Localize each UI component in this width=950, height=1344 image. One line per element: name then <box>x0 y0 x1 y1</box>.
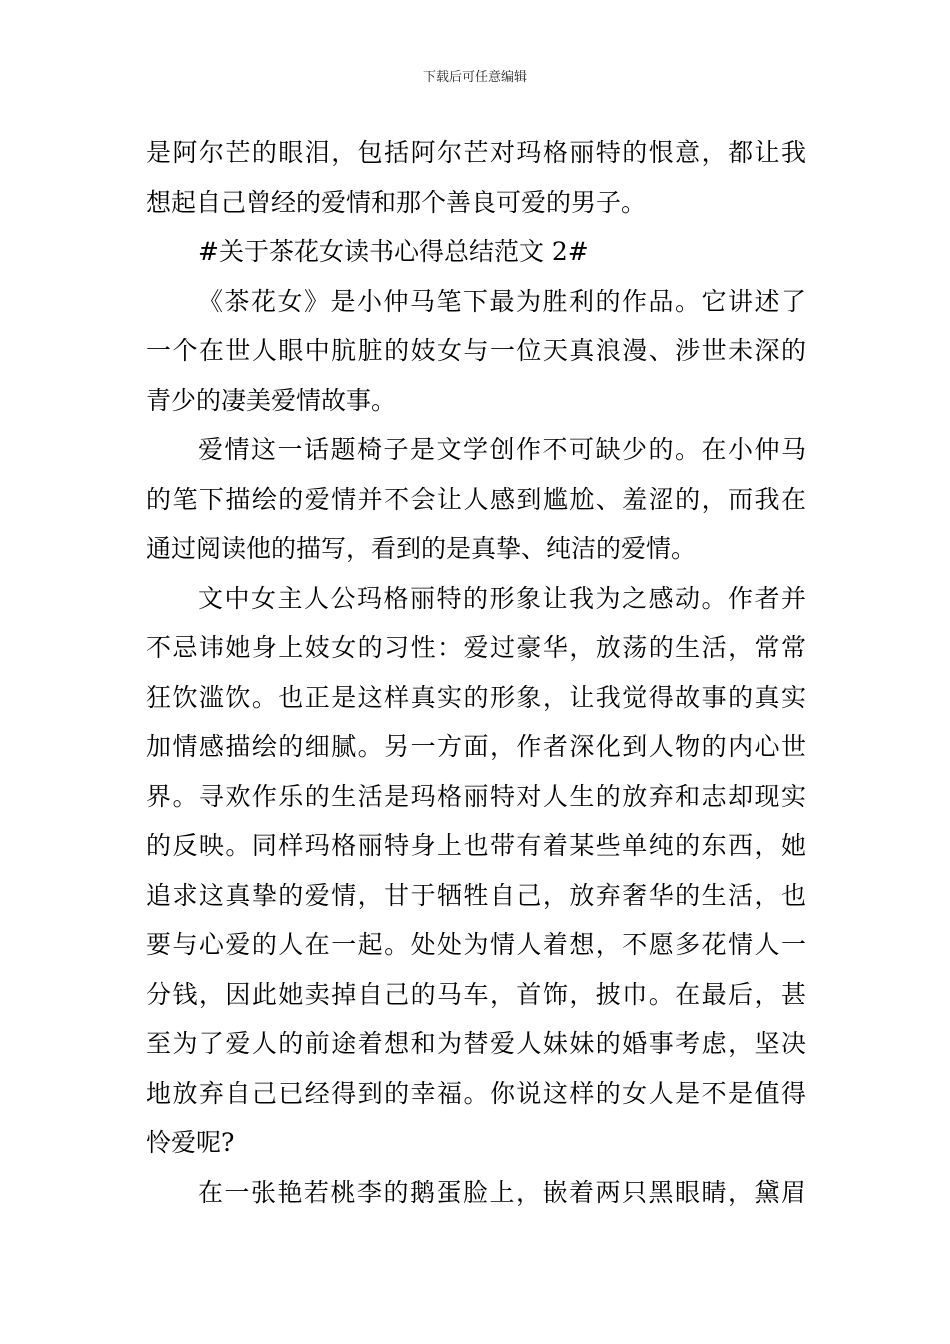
text-line: 《茶花女》是小仲马笔下最为胜利的作品。它讲述了 <box>198 286 806 316</box>
text-line: 怜爱呢? <box>146 1128 235 1157</box>
text-line: 分钱，因此她卖掉自己的马车，首饰，披巾。在最后，甚 <box>146 979 806 1009</box>
text-line: 不忌讳她身上妓女的习性：爱过豪华，放荡的生活，常常 <box>146 633 806 662</box>
document-body <box>146 128 806 1217</box>
text-line: 想起自己曾经的爱情和那个善良可爱的男子。 <box>146 187 647 217</box>
text-line: 界。寻欢作乐的生活是玛格丽特对人生的放弃和志却现实 <box>146 781 806 811</box>
text-line: 文中女主人公玛格丽特的形象让我为之感动。作者并 <box>198 583 806 613</box>
text-line: 在一张艳若桃李的鹅蛋脸上，嵌着两只黑眼睛，黛眉 <box>198 1177 806 1207</box>
paragraph <box>146 277 806 426</box>
text-line: 一个在世人眼中肮脏的妓女与一位天真浪漫、涉世未深的 <box>146 336 806 365</box>
text-line: 要与心爱的人在一起。处处为情人着想，不愿多花情人一 <box>146 930 806 959</box>
text-line: 追求这真挚的爱情，甘于牺牲自己，放弃奢华的生活，也 <box>146 880 806 910</box>
paragraph <box>146 574 806 1168</box>
text-line: 至为了爱人的前途着想和为替爱人妹妹的婚事考虑，坚决 <box>146 1029 806 1058</box>
page-header: 下载后可任意编辑 <box>422 70 527 85</box>
text-line: 青少的凄美爱情故事。 <box>146 385 397 415</box>
text-line: 地放弃自己已经得到的幸福。你说这样的女人是不是值得 <box>146 1078 806 1108</box>
text-line: 的反映。同样玛格丽特身上也带有着某些单纯的东西，她 <box>146 831 806 860</box>
paragraph <box>146 128 806 227</box>
text-line: 狂饮滥饮。也正是这样真实的形象，让我觉得故事的真实 <box>146 682 806 712</box>
text-line: #关于茶花女读书心得总结范文 2# <box>198 237 589 266</box>
text-line: 是阿尔芒的眼泪，包括阿尔芒对玛格丽特的恨意，都让我 <box>146 138 806 167</box>
paragraph <box>146 1168 806 1218</box>
paragraph <box>146 227 806 277</box>
text-line: 加情感描绘的细腻。另一方面，作者深化到人物的内心世 <box>146 732 806 761</box>
text-line: 的笔下描绘的爱情并不会让人感到尴尬、羞涩的，而我在 <box>146 484 806 514</box>
paragraph <box>146 425 806 574</box>
text-line: 通过阅读他的描写，看到的是真挚、纯洁的爱情。 <box>146 534 697 563</box>
text-line: 爱情这一话题椅子是文学创作不可缺少的。在小仲马 <box>198 435 806 464</box>
